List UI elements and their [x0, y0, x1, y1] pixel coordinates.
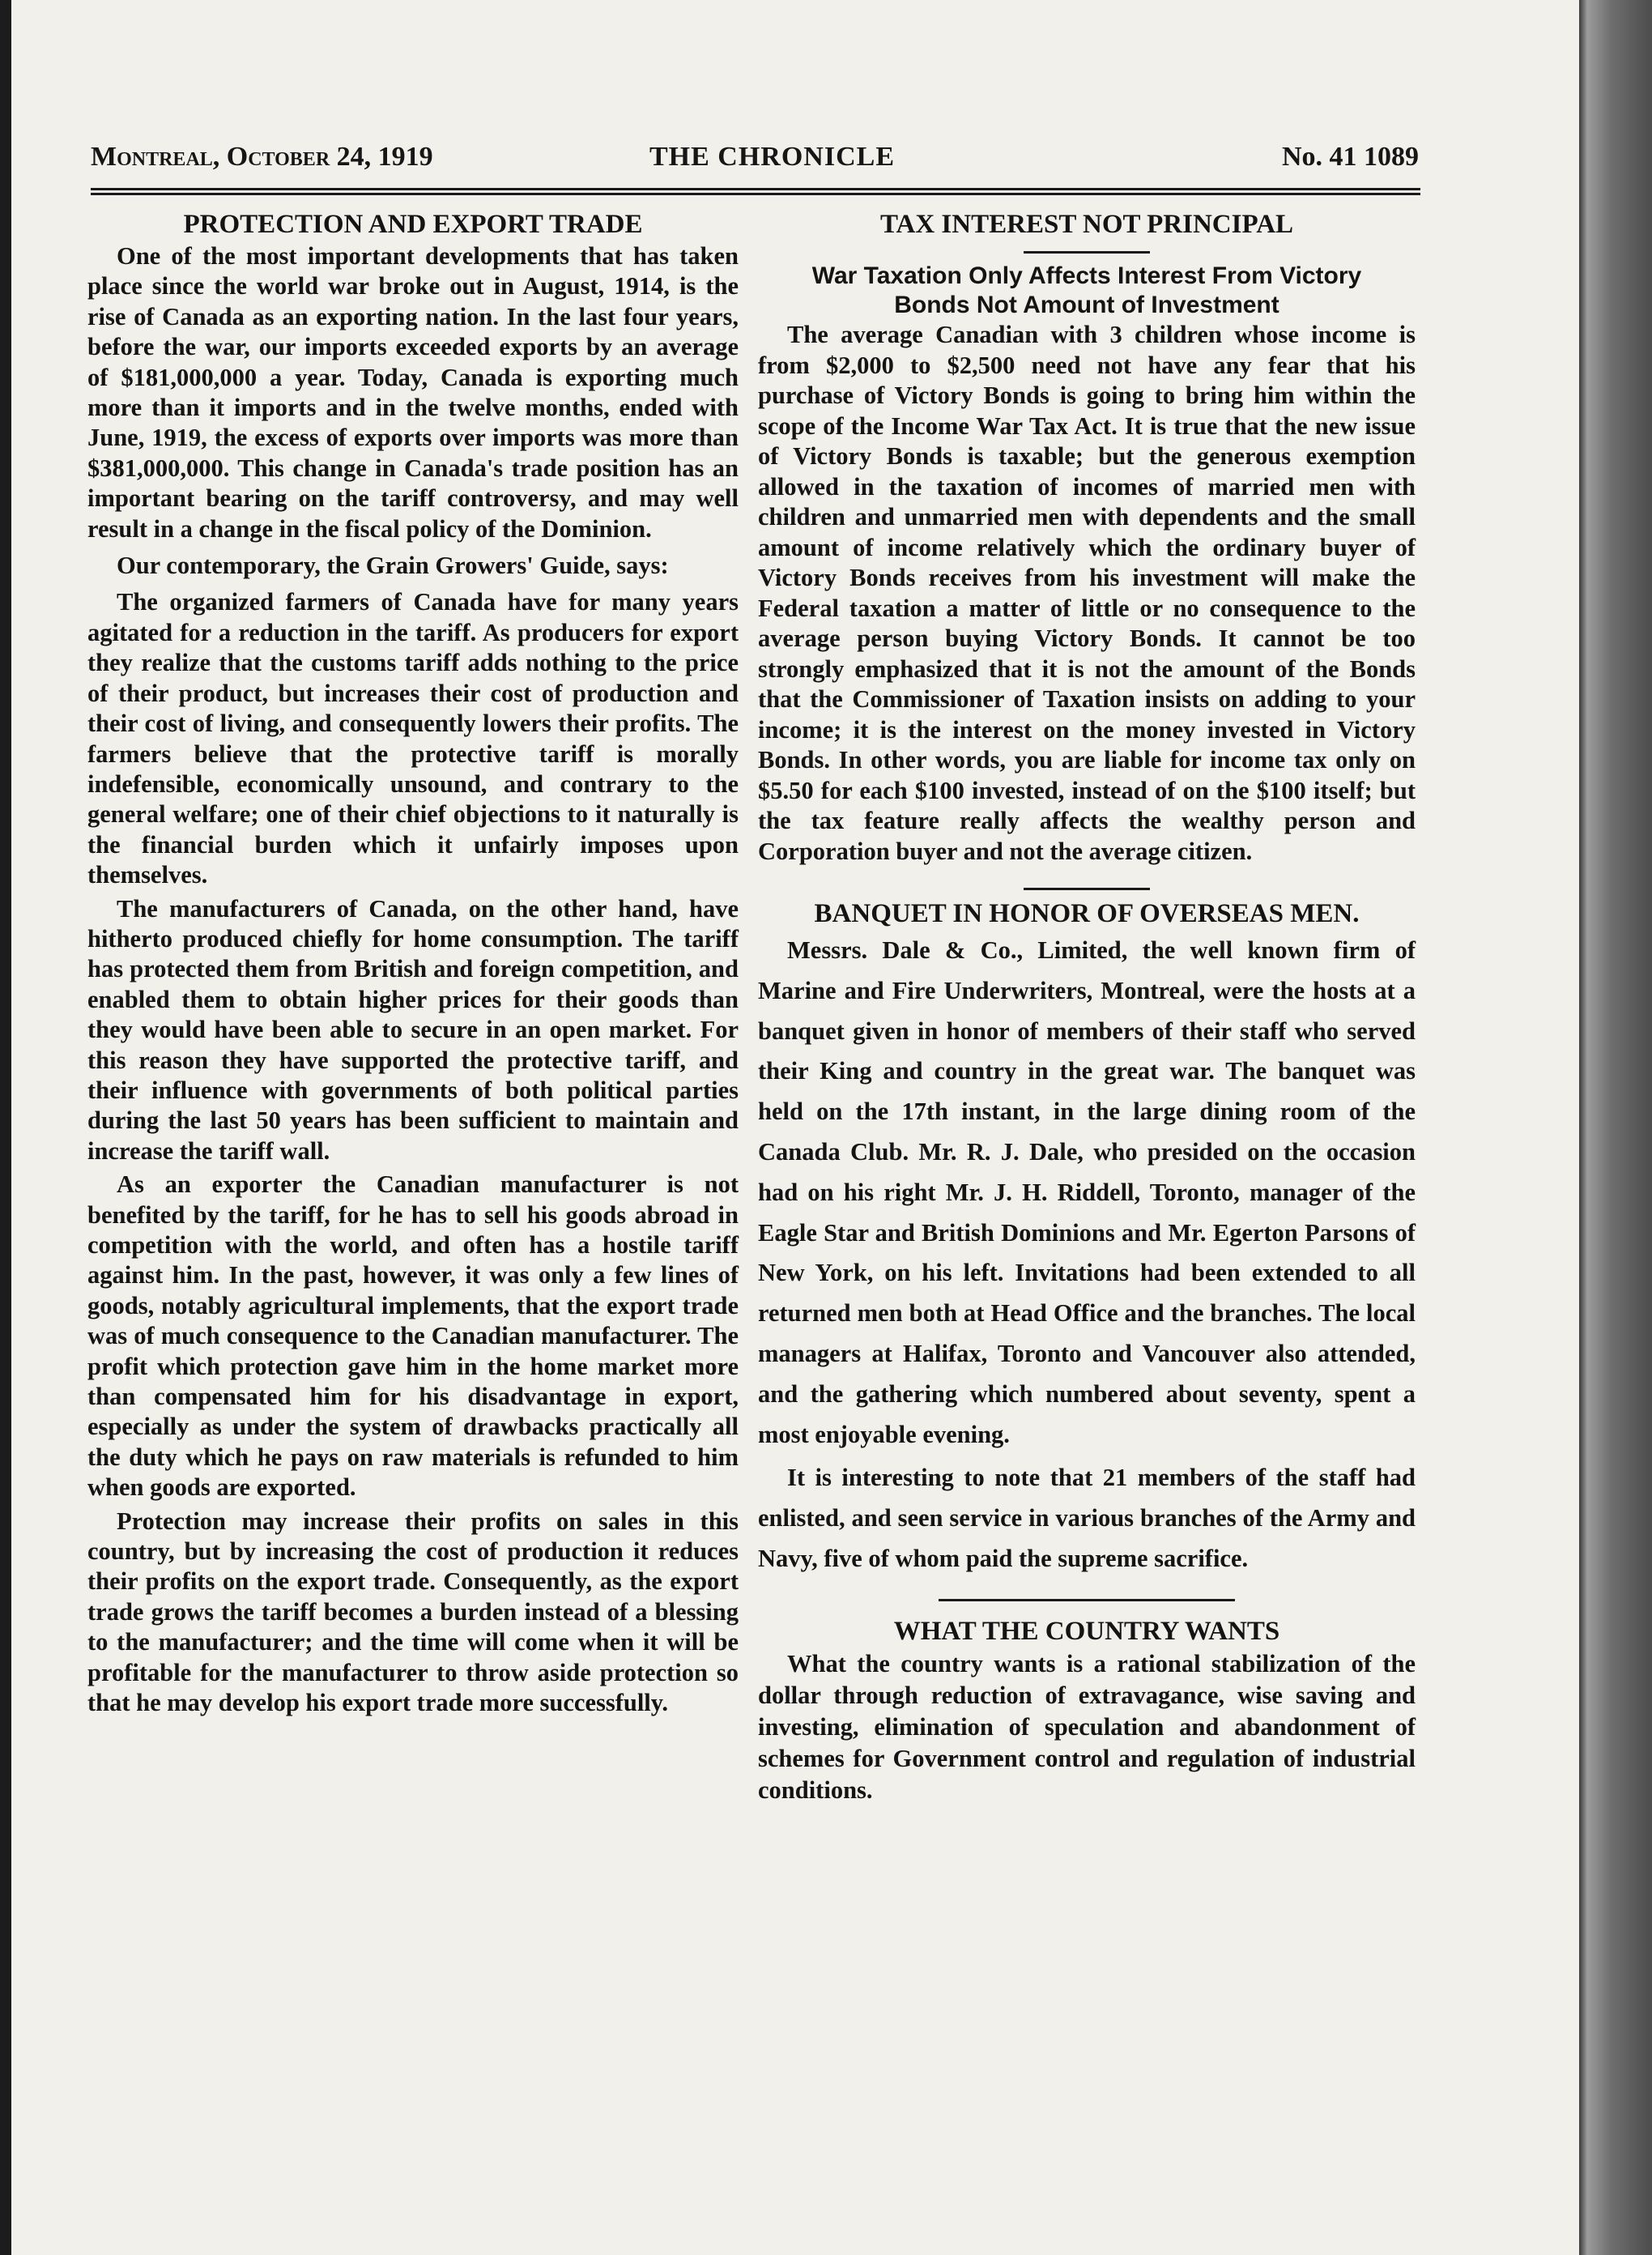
- scan-right-margin: [1579, 0, 1652, 2255]
- article-title-banquet: BANQUET IN HONOR OF OVERSEAS MEN.: [814, 899, 1360, 928]
- article-subtitle-line-2: Bonds Not Amount of Investment: [894, 292, 1279, 318]
- section-divider: [1024, 251, 1150, 254]
- article-paragraph: As an exporter the Canadian manufacturer is not benefited by the tariff, for he has to sell his goods abroad in competition with the world, and often has a hostile tariff against him. In the past, however, it was only a few lines of goods, notably agricultural implements, that the export trade was of much consequence to the Canadian manufacturer. The profit which protection gave him in the home market more than compensated him for his disadvantage in export, especially as under the system of drawbacks practically all the duty which he pays on raw materials is refunded to him when goods are exported.: [87, 1170, 739, 1502]
- article-paragraph: The average Canadian with 3 children whose income is from $2,000 to $2,500 need not have any fear that his purchase of Victory Bonds is going to bring him within the scope of the Income War Tax Act. It is true that the new issue of Victory Bonds is taxable; but the generous exemption allowed in the taxation of incomes of married men with children and unmarried men with dependents and the small amount of income relatively which the ordinary buyer of Victory Bonds receives from his investment will make the Federal taxation a matter of little or no consequence to the average person buying Victory Bonds. It cannot be too strongly emphasized that it is not the amount of the Bonds that the Commissioner of Taxation insists on adding to your income; it is the interest on the money invested in Victory Bonds. In other words, you are liable for income tax only on $5.50 for each $100 invested, instead of on the $100 itself; but the tax feature really affects the wealthy person and Corporation buyer and not the average citizen.: [758, 321, 1416, 865]
- article-paragraph: Messrs. Dale & Co., Limited, the well known firm of Marine and Fire Underwriters, Montreal, were the hosts at a banquet given in honor of members of their staff who served their King and country in the great war. The banquet was held on the 17th instant, in the large dining room of the Canada Club. Mr. R. J. Dale, who presided on the occasion had on his right Mr. J. H. Riddell, Toronto, manager of the Eagle Star and British Dominions and Mr. Egerton Parsons of New York, on his left. Invitations had been extended to all returned men both at Head Office and the branches. The local managers at Halifax, Toronto and Vancouver also attended, and the gathering which numbered about seventy, spent a most enjoyable evening.: [758, 936, 1416, 1448]
- article-subtitle-line-1: War Taxation Only Affects Interest From Victory: [811, 262, 1362, 289]
- article-banquet: [758, 897, 1416, 1579]
- article-paragraph: Our contemporary, the Grain Growers' Guide, says:: [117, 552, 669, 580]
- header-rule-top: [91, 188, 1420, 190]
- article-paragraph: Protection may increase their profits on sales in this country, but by increasing the cost of production it reduces their profits on the export trade. Consequently, as the export trade grows the tariff becomes a burden instead of a blessing to the manufacturer; and the time will come when it will be profitable for the manufacturer to throw aside protection so that he may develop his export trade more successfully.: [87, 1507, 739, 1717]
- article-title-country: WHAT THE COUNTRY WANTS: [893, 1616, 1280, 1646]
- article-paragraph: What the country wants is a rational stabilization of the dollar through reduction of extravagance, wise saving and investing, elimination of speculation and abandonment of schemes for Government control and regulation of industrial conditions.: [758, 1649, 1416, 1804]
- article-title-tax: TAX INTEREST NOT PRINCIPAL: [879, 210, 1294, 239]
- article-paragraph: The manufacturers of Canada, on the other hand, have hitherto produced chiefly for home consumption. The tariff has protected them from British and foreign competition, and enabled them to obtain higher prices for their goods than they would have been able to secure in an open market. For this reason they have supported the protective tariff, and their influence with governments of both political parties during the last 50 years has been sufficient to maintain and increase the tariff wall.: [87, 894, 739, 1165]
- section-divider: [939, 1599, 1235, 1601]
- running-header: [91, 142, 1419, 182]
- article-paragraph: One of the most important developments that has taken place since the world war broke out in August, 1914, is the rise of Canada as an exporting nation. In the last four years, before the war, our imports exceeded exports by an average of $181,000,000 a year. Today, Canada is exporting much more than it imports and in the twelve months, ended with June, 1919, the excess of exports over imports was more than $381,000,000. This change in Canada's trade position has an important bearing on the tariff controversy, and may well result in a change in the fiscal policy of the Dominion.: [87, 242, 739, 543]
- scan-left-edge: [0, 0, 11, 2255]
- header-publication: THE CHRONICLE: [649, 142, 895, 172]
- article-tax-interest: [758, 207, 1416, 867]
- article-paragraph: It is interesting to note that 21 members of the staff had enlisted, and seen service in various branches of the Army and Navy, five of whom paid the supreme sacrifice.: [758, 1464, 1416, 1572]
- article-title-protection: PROTECTION AND EXPORT TRADE: [183, 210, 643, 239]
- header-rule-bottom: [91, 193, 1420, 195]
- header-dateline: Montreal, October 24, 1919: [91, 142, 433, 172]
- article-country-wants: [758, 1614, 1416, 1806]
- right-column: [758, 207, 1416, 1806]
- article-paragraph: The organized farmers of Canada have for many years agitated for a reduction in the tariff. As producers for export they realize that the customs tariff adds nothing to the price of their product, but increases their cost of production and their cost of living, and consequently lowers their profits. The farmers believe that the protective tariff is morally indefensible, economically unsound, and contrary to the general welfare; one of their chief objections to it naturally is the financial burden which it unfairly imposes upon themselves.: [87, 588, 739, 889]
- header-issue-page: No. 41 1089: [1281, 142, 1419, 172]
- section-divider: [1024, 888, 1150, 890]
- left-column: [87, 207, 739, 1719]
